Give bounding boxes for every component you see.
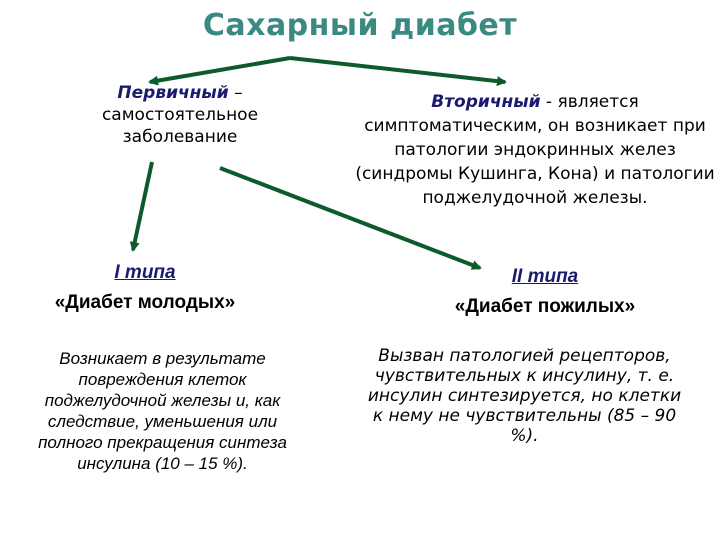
diagram-title: Сахарный диабет — [202, 8, 518, 43]
type2-name: «Диабет пожилых» — [454, 296, 636, 317]
type1-description: Возникает в результате повреждения клеток поджелудочной железы и, как следствие, уменьшения или полного прекращения синтеза инсулина (10 – 15 %). — [38, 349, 287, 473]
arrow-primary-to-type1 — [133, 162, 152, 250]
secondary-term: Вторичный — [431, 92, 541, 112]
type1-name: «Диабет молодых» — [54, 292, 236, 313]
arrow-title-to-primary — [150, 58, 290, 82]
secondary-text: - является симптоматическим, он возникает при патологии эндокринных желез (синдромы Кушинга, Кона) и патологии поджелудочной железы. — [355, 92, 715, 208]
arrow-title-to-secondary — [290, 58, 505, 82]
type1-label: I типа — [114, 262, 176, 283]
primary-text: – самостоятельное заболевание — [101, 83, 259, 147]
type2-node — [375, 262, 715, 322]
type1-node — [0, 258, 290, 318]
primary-term: Первичный — [117, 83, 229, 103]
type2-description: Вызван патологией рецепторов, чувствительных к инсулину, т. е. инсулин синтезируется, но клетки к нему не чувствительны (85 – 90 %). — [367, 346, 682, 446]
secondary-diabetes-node — [355, 90, 715, 210]
primary-diabetes-node — [60, 82, 300, 148]
type2-label: II типа — [511, 266, 579, 287]
